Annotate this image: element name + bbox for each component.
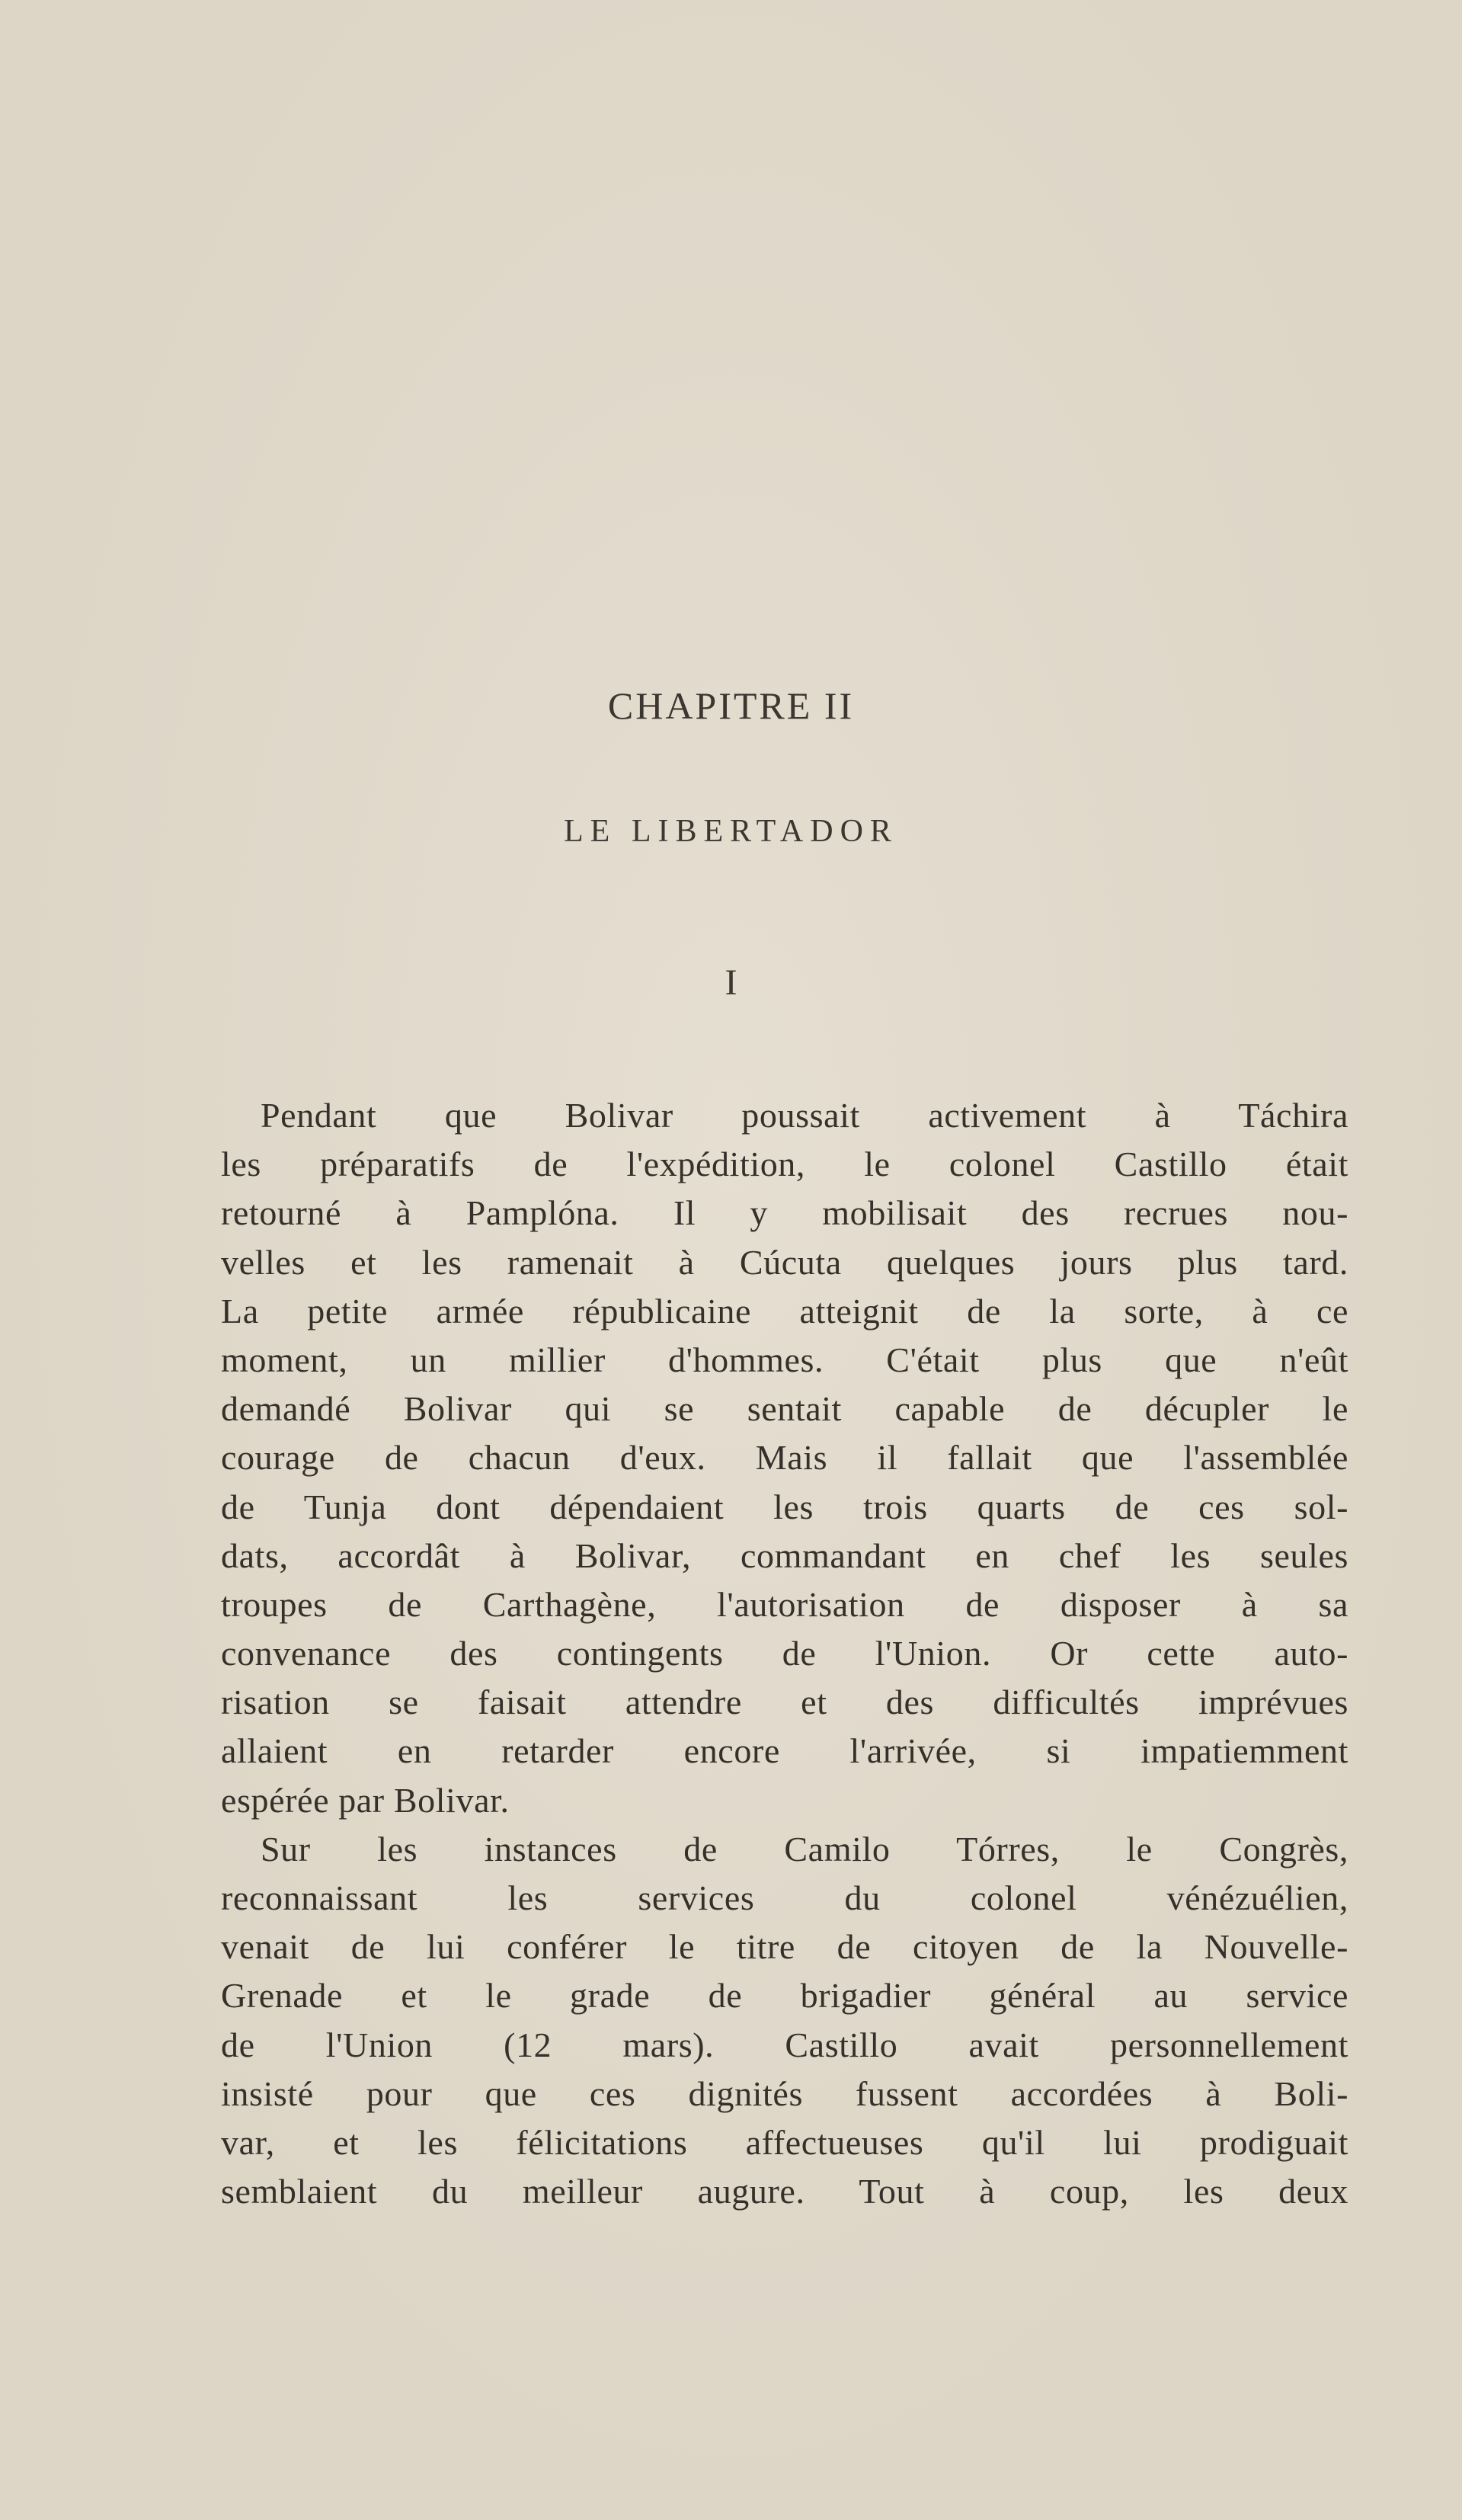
text-line: demandé Bolivar qui se sentait capable de décupler le [221, 1389, 1348, 1429]
text-line: allaient en retarder encore l'arrivée, si impatiemment [221, 1731, 1348, 1771]
text-line: retourné à Pamplóna. Il y mobilisait des recrues nou- [221, 1193, 1348, 1233]
text-line: Pendant que Bolivar poussait activement à Táchira [261, 1096, 1348, 1135]
text-line: velles et les ramenait à Cúcuta quelques jours plus tard. [221, 1242, 1348, 1282]
text-line: troupes de Carthagène, l'autorisation de disposer à sa [221, 1584, 1348, 1624]
chapter-heading: CHAPITRE II [607, 684, 855, 727]
text-line: Grenade et le grade de brigadier général au service [221, 1976, 1348, 2016]
text-line: venait de lui conférer le titre de citoyen de la Nouvelle- [221, 1927, 1348, 1967]
text-line: La petite armée républicaine atteignit de la sorte, à ce [221, 1291, 1348, 1330]
text-line: risation se faisait attendre et des difficultés imprévues [221, 1683, 1348, 1722]
text-line: courage de chacun d'eux. Mais il fallait que l'assemblée [221, 1438, 1348, 1478]
text-line: convenance des contingents de l'Union. Or cette auto- [221, 1634, 1348, 1673]
text-line: de Tunja dont dépendaient les trois quarts de ces sol- [221, 1487, 1348, 1526]
text-line: moment, un millier d'hommes. C'était plus que n'eût [221, 1340, 1348, 1379]
chapter-subtitle: LE LIBERTADOR [564, 814, 898, 849]
text-line: semblaient du meilleur augure. Tout à coup, les deux [221, 2172, 1348, 2211]
text-line: dats, accordât à Bolivar, commandant en chef les seules [221, 1535, 1348, 1575]
text-line: reconnaissant les services du colonel vénézuélien, [221, 1878, 1348, 1917]
text-line: de l'Union (12 mars). Castillo avait personnellement [221, 2025, 1348, 2064]
body-text [221, 1091, 1348, 2216]
text-line: espérée par Bolivar. [221, 1780, 510, 1820]
text-line: les préparatifs de l'expédition, le colonel Castillo était [221, 1145, 1348, 1184]
text-line: Sur les instances de Camilo Tórres, le Congrès, [261, 1829, 1348, 1868]
text-line: insisté pour que ces dignités fussent accordées à Boli- [221, 2073, 1348, 2113]
text-line: var, et les félicitations affectueuses qu'il lui prodiguait [221, 2122, 1348, 2162]
section-number: I [725, 962, 737, 1003]
